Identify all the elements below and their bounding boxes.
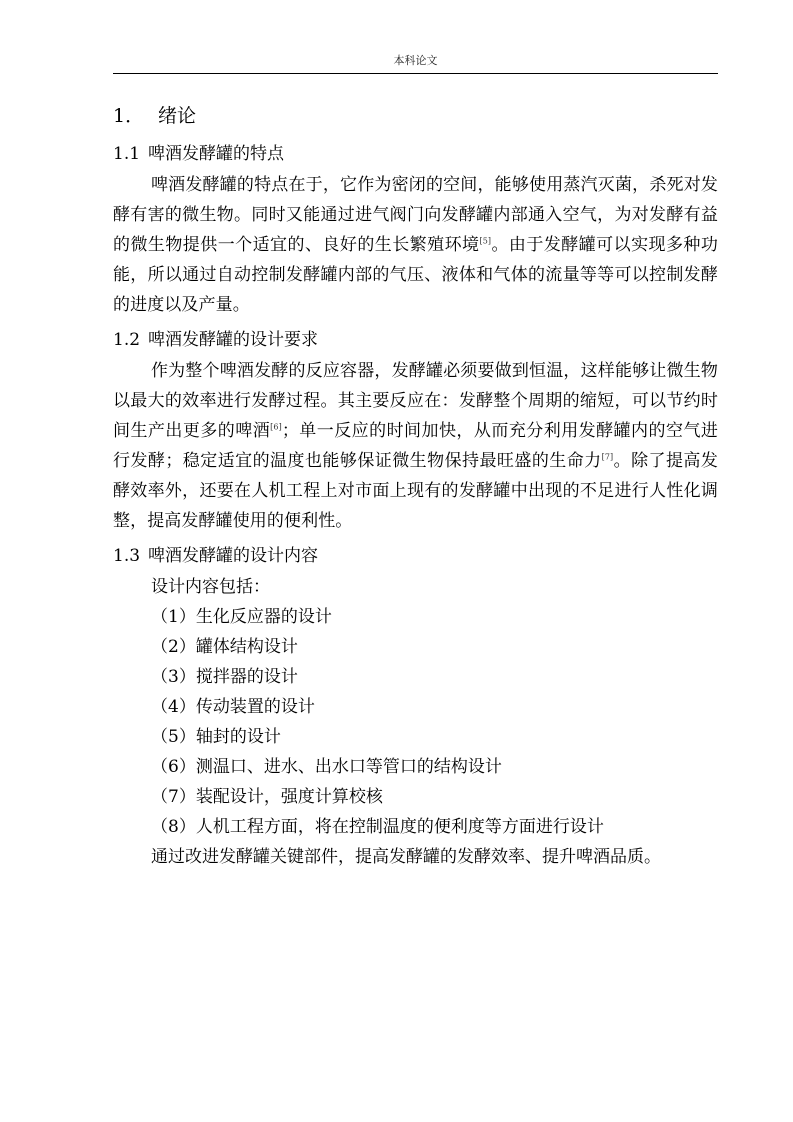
section-number: 1.1: [113, 144, 141, 164]
section-number: 1.2: [113, 330, 141, 350]
list-intro: 设计内容包括：: [151, 577, 270, 597]
paragraph-text: ；单一反应的时间加快，从而充分利用发酵罐内的空气进行发酵；稳定适宜的温度也能够保证微生物保持最旺盛的生命力: [113, 421, 719, 471]
chapter-heading: [113, 100, 718, 132]
paragraph-text: 。除了提高发酵效率外，还要在人机工程上对市面上现有的发酵罐中出现的不足进行人性化调整，提高发酵罐使用的便利性。: [113, 451, 718, 531]
section-heading: [113, 328, 718, 352]
list-item: （6）测温口、进水、出水口等管口的结构设计: [151, 757, 502, 777]
section-title: 啤酒发酵罐的设计要求: [148, 330, 319, 350]
section-paragraph: [113, 356, 718, 536]
section-number: 1.3: [113, 546, 141, 566]
paragraph-text: 啤酒发酵罐的特点在于，它作为密闭的空间，能够使用蒸汽灭菌，杀死对发酵有害的微生物。同时又能通过进气阀门向发酵罐内部通入空气，为对发酵有益的微生物提供一个适宜的、良好的生长繁殖环境: [113, 175, 718, 255]
chapter-number: 1．: [113, 105, 145, 127]
paragraph-text: 。由于发酵罐可以实现多种功能，所以通过自动控制发酵罐内部的气压、液体和气体的流量等等可以控制发酵的进度以及产量。: [113, 235, 718, 315]
closing-sentence: 通过改进发酵罐关键部件，提高发酵罐的发酵效率、提升啤酒品质。: [151, 847, 661, 867]
design-content-list: [113, 602, 718, 842]
citation-ref: [6]: [270, 422, 282, 432]
header-divider: [113, 73, 718, 74]
section-heading: [113, 142, 718, 166]
list-item: （7）装配设计，强度计算校核: [151, 787, 383, 807]
section-paragraph: [113, 170, 718, 320]
section-heading: [113, 544, 718, 568]
paragraph-text: 作为整个啤酒发酵的反应容器，发酵罐必须要做到恒温，这样能够让微生物以最大的效率进行发酵过程。其主要反应在：发酵整个周期的缩短，可以节约时间生产出更多的啤酒: [113, 361, 718, 441]
list-item: （1）生化反应器的设计: [151, 607, 332, 627]
main-content: [113, 100, 718, 872]
running-header: 本科论文: [393, 54, 438, 67]
list-item: （8）人机工程方面，将在控制温度的便利度等方面进行设计: [151, 817, 604, 837]
citation-ref: [5]: [479, 236, 492, 246]
list-item: （2）罐体结构设计: [151, 637, 298, 657]
section-title: 啤酒发酵罐的特点: [148, 144, 285, 164]
list-item: （3）搅拌器的设计: [151, 667, 298, 687]
list-item: （5）轴封的设计: [151, 727, 281, 747]
section-title: 啤酒发酵罐的设计内容: [148, 546, 319, 566]
list-item: （4）传动装置的设计: [151, 697, 315, 717]
chapter-title: 绪论: [158, 105, 197, 127]
citation-ref: [7]: [601, 452, 614, 462]
